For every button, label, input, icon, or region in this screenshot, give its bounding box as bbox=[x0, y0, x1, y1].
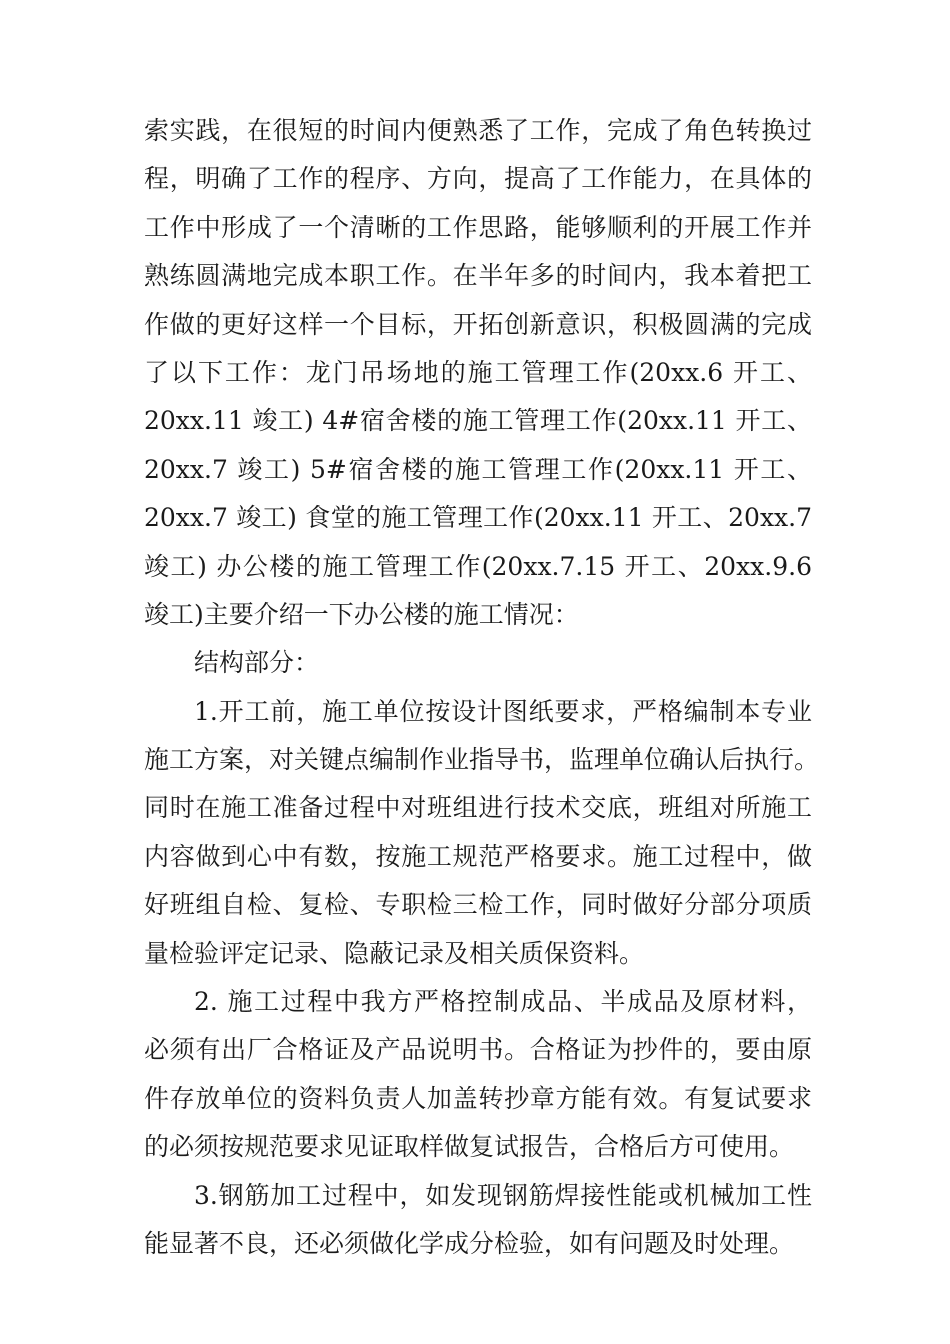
text-line: 3.钢筋加工过程中，如发现钢筋焊接性能或机械加工性 bbox=[194, 1180, 812, 1210]
text-line: 能显著不良，还必须做化学成分检验，如有问题及时处理。 bbox=[144, 1228, 795, 1258]
text-line: 同时在施工准备过程中对班组进行技术交底，班组对所施工 bbox=[144, 793, 812, 823]
text-line: 竣工) 办公楼的施工管理工作(20xx.7.15 开工、20xx.9.6 bbox=[144, 551, 812, 581]
text-line: 工作中形成了一个清晰的工作思路，能够顺利的开展工作并 bbox=[144, 212, 812, 242]
text-line: 了以下工作：龙门吊场地的施工管理工作(20xx.6 开工、 bbox=[144, 357, 812, 387]
text-line: 必须有出厂合格证及产品说明书。合格证为抄件的，要由原 bbox=[144, 1035, 812, 1065]
text-line: 20xx.7 竣工) 5#宿舍楼的施工管理工作(20xx.11 开工、 bbox=[144, 454, 812, 484]
text-line: 熟练圆满地完成本职工作。在半年多的时间内，我本着把工 bbox=[144, 261, 812, 291]
text-line: 件存放单位的资料负责人加盖转抄章方能有效。有复试要求 bbox=[144, 1083, 812, 1113]
text-line: 2. 施工过程中我方严格控制成品、半成品及原材料， bbox=[194, 987, 812, 1017]
text-line: 20xx.11 竣工) 4#宿舍楼的施工管理工作(20xx.11 开工、 bbox=[144, 406, 812, 436]
text-line: 内容做到心中有数，按施工规范严格要求。施工过程中，做 bbox=[144, 841, 812, 871]
body-text bbox=[144, 107, 820, 1268]
text-line: 施工方案，对关键点编制作业指导书，监理单位确认后执行。 bbox=[144, 745, 820, 775]
text-line: 作做的更好这样一个目标，开拓创新意识，积极圆满的完成 bbox=[144, 309, 812, 339]
text-line: 程，明确了工作的程序、方向，提高了工作能力，在具体的 bbox=[144, 164, 812, 194]
text-line: 好班组自检、复检、专职检三检工作，同时做好分部分项质 bbox=[144, 890, 812, 920]
text-line: 索实践，在很短的时间内便熟悉了工作，完成了角色转换过 bbox=[144, 116, 812, 145]
section-heading: 结构部分： bbox=[194, 648, 320, 678]
text-line: 20xx.7 竣工) 食堂的施工管理工作(20xx.11 开工、20xx.7 bbox=[144, 503, 812, 533]
text-line: 1.开工前，施工单位按设计图纸要求，严格编制本专业 bbox=[194, 696, 812, 726]
text-line: 竣工)主要介绍一下办公楼的施工情况： bbox=[144, 599, 579, 629]
text-line: 的必须按规范要求见证取样做复试报告，合格后方可使用。 bbox=[144, 1132, 795, 1162]
text-line: 量检验评定记录、隐蔽记录及相关质保资料。 bbox=[144, 938, 645, 968]
